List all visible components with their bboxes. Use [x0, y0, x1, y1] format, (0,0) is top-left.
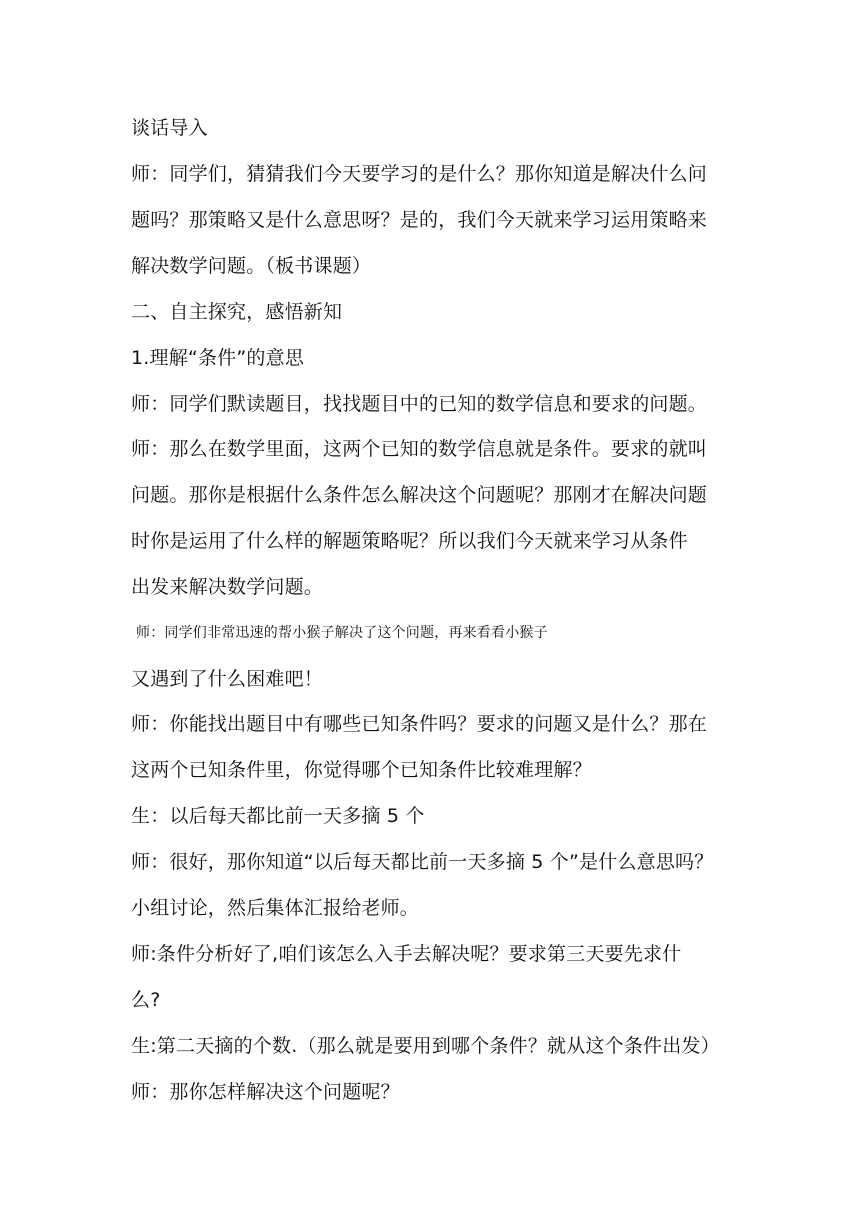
paragraph-line: 时你是运用了什么样的解题策略呢？所以我们今天就来学习从条件 — [131, 530, 688, 552]
paragraph-line: 师:条件分析好了,咱们该怎么入手去解决呢？要求第三天要先求什 — [131, 943, 682, 965]
paragraph-line: 出发来解决数学问题。 — [131, 576, 324, 598]
paragraph-line: 师：同学们，猜猜我们今天要学习的是什么？那你知道是解决什么问 — [131, 163, 708, 185]
paragraph-line: 师：你能找出题目中有哪些已知条件吗？要求的问题又是什么？那在 — [131, 713, 708, 735]
paragraph-line: 生：以后每天都比前一天多摘 5 个 — [131, 805, 425, 827]
paragraph-line: 师：同学们默读题目，找找题目中的已知的数学信息和要求的问题。 — [131, 393, 708, 415]
section-heading-intro: 谈话导入 — [131, 117, 208, 139]
subsection-heading: 1.理解“条件”的意思 — [131, 347, 305, 369]
paragraph-line: 又遇到了什么困难吧！ — [131, 668, 324, 690]
paragraph-line: 题吗？那策略又是什么意思呀？是的，我们今天就来学习运用策略来 — [131, 209, 708, 231]
paragraph-line: 么? — [131, 989, 161, 1011]
paragraph-line: 师：很好，那你知道“以后每天都比前一天多摘 5 个”是什么意思吗？ — [131, 851, 714, 873]
paragraph-line: 生:第二天摘的个数.（那么就是要用到哪个条件？就从这个条件出发） — [131, 1035, 720, 1057]
paragraph-line: 师：那你怎样解决这个问题呢？ — [131, 1081, 400, 1103]
paragraph-line: 小组讨论，然后集体汇报给老师。 — [131, 897, 420, 919]
paragraph-line: 解决数学问题。（板书课题） — [131, 255, 372, 277]
paragraph-line: 师：同学们非常迅速的帮小猴子解决了这个问题，再来看看小猴子 — [136, 625, 548, 641]
paragraph-line: 问题。那你是根据什么条件怎么解决这个问题呢？那刚才在解决问题 — [131, 484, 708, 506]
section-heading-explore: 二、自主探究，感悟新知 — [131, 301, 343, 323]
paragraph-line: 师：那么在数学里面，这两个已知的数学信息就是条件。要求的就叫 — [131, 438, 708, 460]
paragraph-line: 这两个已知条件里，你觉得哪个已知条件比较难理解？ — [131, 759, 592, 781]
